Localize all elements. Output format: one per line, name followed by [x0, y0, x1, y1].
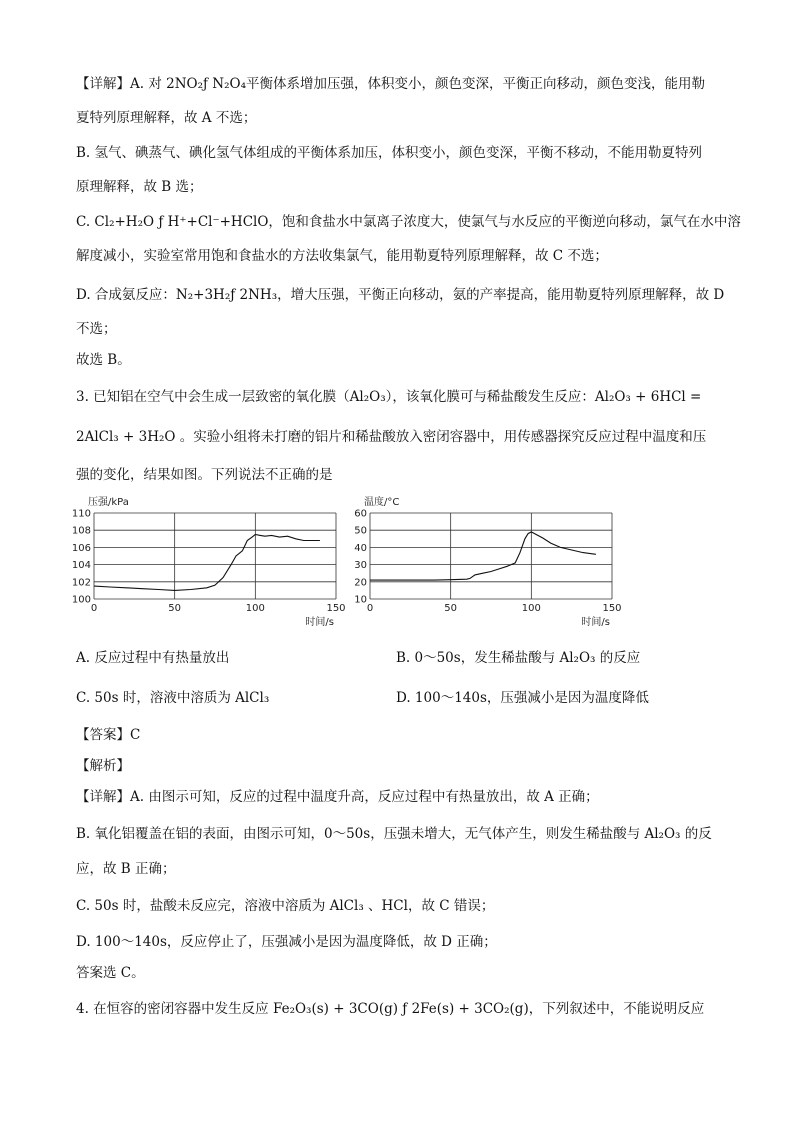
pressure-y-tick-label: 104: [71, 560, 91, 572]
temperature-series-line: [370, 532, 596, 580]
temperature-y-tick-label: 10: [354, 594, 367, 606]
pressure-y-tick-label: 100: [71, 594, 91, 606]
prev-explanation-line-6: 解度减小，实验室常用饱和食盐水的方法收集氯气，能用勒夏特列原理解释，故 C 不选；: [76, 248, 608, 264]
analysis-line-1: 【详解】A. 由图示可知，反应的过程中温度升高，反应过程中有热量放出，故 A 正确；: [76, 789, 599, 805]
analysis-line-6: 答案选 C。: [76, 965, 145, 981]
analysis-line-3: 应，故 B 正确；: [76, 861, 176, 877]
question-3-stem-line-1: 3. 已知铝在空气中会生成一层致密的氧化膜（Al₂O₃），该氧化膜可与稀盐酸发生反应：Al₂O₃ + 6HCl =: [76, 389, 702, 405]
temperature-x-tick-label: 100: [521, 603, 541, 614]
prev-explanation-line-3: B. 氢气、碘蒸气、碘化氢气体组成的平衡体系加压，体积变小，颜色变深，平衡不移动，不能用勒夏特列: [76, 145, 703, 161]
analysis-title: 【解析】: [76, 758, 130, 774]
temperature-y-tick-label: 60: [354, 508, 367, 520]
question-3-stem-line-2: 2AlCl₃ + 3H₂O 。实验小组将未打磨的铝片和稀盐酸放入密闭容器中，用传感器探究反应过程中温度和压: [76, 429, 707, 445]
option-d: D. 100～140s，压强减小是因为温度降低: [396, 690, 649, 706]
pressure-y-tick-label: 110: [71, 508, 91, 520]
analysis-line-5: D. 100～140s，反应停止了，压强减小是因为温度降低，故 D 正确；: [76, 934, 497, 950]
pressure-x-tick-label: 0: [90, 603, 98, 614]
pressure-y-axis-label: 压强/kPa: [88, 497, 129, 508]
pressure-x-tick-label: 50: [168, 603, 182, 614]
pressure-y-tick-label: 106: [71, 542, 91, 554]
option-a: A. 反应过程中有热量放出: [76, 650, 230, 666]
question-3-stem-line-3: 强的变化，结果如图。下列说法不正确的是: [76, 467, 333, 483]
analysis-line-2: B. 氧化铝覆盖在铝的表面，由图示可知，0～50s，压强未增大，无气体产生，则发生稀盐酸与 Al₂O₃ 的反: [76, 826, 712, 842]
temperature-y-tick-label: 30: [354, 560, 367, 572]
prev-explanation-line-8: 不选；: [76, 321, 117, 337]
temperature-chart-svg: [338, 492, 638, 632]
pressure-x-tick-label: 100: [245, 603, 265, 614]
temperature-y-axis-label: 温度/°C: [364, 497, 400, 508]
temperature-x-tick-label: 50: [444, 603, 458, 614]
prev-explanation-line-1: 【详解】A. 对 2NO₂ƒ N₂O₄平衡体系增加压强，体积变小，颜色变深，平衡正向移动，颜色变浅，能用勒: [76, 76, 705, 92]
analysis-line-4: C. 50s 时，盐酸未反应完，溶液中溶质为 AlCl₃ 、HCl，故 C 错误；: [76, 898, 495, 914]
temperature-y-tick-label: 50: [354, 525, 367, 537]
temperature-chart: [338, 492, 638, 632]
prev-explanation-line-5: C. Cl₂+H₂O ƒ H⁺+Cl⁻+HClO，饱和食盐水中氯离子浓度大，使氯气与水反应的平衡逆向移动，氯气在水中溶: [76, 214, 741, 230]
prev-explanation-line-2: 夏特列原理解释，故 A 不选；: [76, 110, 257, 126]
option-b: B. 0～50s，发生稀盐酸与 Al₂O₃ 的反应: [396, 650, 641, 666]
temperature-y-tick-label: 40: [354, 542, 367, 554]
pressure-x-tick-label: 150: [326, 603, 346, 614]
temperature-y-tick-label: 20: [354, 577, 367, 589]
temperature-x-tick-label: 0: [366, 603, 374, 614]
question-4-stem-line-1: 4. 在恒容的密闭容器中发生反应 Fe₂O₃(s) + 3CO(g) ƒ 2Fe(s) + 3CO₂(g)，下列叙述中，不能说明反应: [76, 1001, 705, 1017]
pressure-x-axis-label: 时间/s: [305, 617, 334, 628]
prev-explanation-line-7: D. 合成氨反应：N₂+3H₂ƒ 2NH₃，增大压强，平衡正向移动，氨的产率提高，能用勒夏特列原理解释，故 D: [76, 287, 725, 303]
temperature-x-axis-label: 时间/s: [581, 617, 610, 628]
option-c: C. 50s 时，溶液中溶质为 AlCl₃: [76, 690, 270, 706]
pressure-y-tick-label: 102: [71, 577, 91, 589]
answer-label: 【答案】C: [76, 727, 141, 743]
pressure-y-tick-label: 108: [71, 525, 91, 537]
prev-explanation-line-4: 原理解释，故 B 选；: [76, 179, 203, 195]
prev-explanation-line-9: 故选 B。: [76, 352, 131, 368]
pressure-chart: [62, 492, 362, 632]
temperature-x-tick-label: 150: [602, 603, 622, 614]
pressure-chart-svg: [62, 492, 362, 632]
